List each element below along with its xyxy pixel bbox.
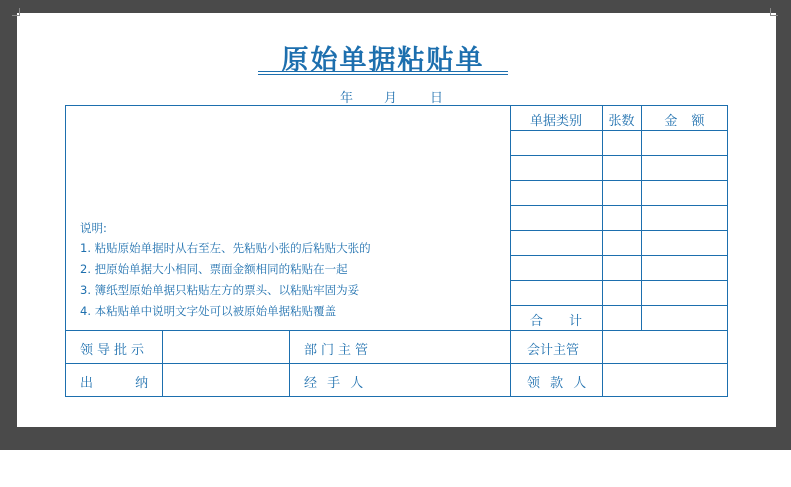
divider — [602, 105, 603, 397]
row-line — [65, 330, 728, 331]
leader-approval-label: 领导批示 — [80, 343, 149, 358]
divider — [641, 105, 642, 330]
receiver-label: 领 款 人 — [527, 376, 587, 391]
notes-heading: 说明: — [80, 221, 107, 235]
header-count: 张数 — [608, 114, 635, 129]
note-item: 3. 簿纸型原始单据只粘贴左方的票头、以粘贴牢固为妥 — [80, 283, 360, 297]
date-year-label: 年 — [340, 91, 354, 106]
form-title: 原始单据粘贴单 — [281, 45, 485, 76]
dept-head-label: 部门主管 — [304, 343, 373, 358]
row-line — [510, 305, 728, 306]
title-underline — [258, 71, 508, 72]
row-line — [510, 155, 728, 156]
row-line — [510, 180, 728, 181]
date-month-label: 月 — [384, 91, 398, 106]
divider — [289, 330, 290, 397]
row-line — [510, 130, 728, 131]
row-line — [510, 280, 728, 281]
total-label: 合 计 — [529, 314, 583, 329]
note-item: 1. 粘贴原始单据时从右至左、先粘贴小张的后粘贴大张的 — [80, 241, 371, 255]
crop-mark-top-left — [12, 8, 20, 16]
title-underline-2 — [258, 74, 508, 75]
accounting-head-label: 会计主管 — [527, 343, 580, 358]
cashier-label: 出 纳 — [80, 376, 149, 391]
note-item: 4. 本粘贴单中说明文字处可以被原始单据粘贴覆盖 — [80, 304, 337, 318]
row-line — [510, 230, 728, 231]
date-day-label: 日 — [430, 91, 444, 106]
row-line — [510, 255, 728, 256]
divider — [162, 330, 163, 397]
divider — [510, 105, 511, 397]
crop-mark-top-right — [770, 8, 778, 16]
handler-label: 经 手 人 — [304, 376, 364, 391]
header-amount: 金 额 — [664, 114, 705, 129]
row-line — [510, 205, 728, 206]
row-line — [65, 363, 728, 364]
note-item: 2. 把原始单据大小相同、票面金额相同的粘贴在一起 — [80, 262, 348, 276]
header-document-type: 单据类别 — [529, 114, 582, 129]
